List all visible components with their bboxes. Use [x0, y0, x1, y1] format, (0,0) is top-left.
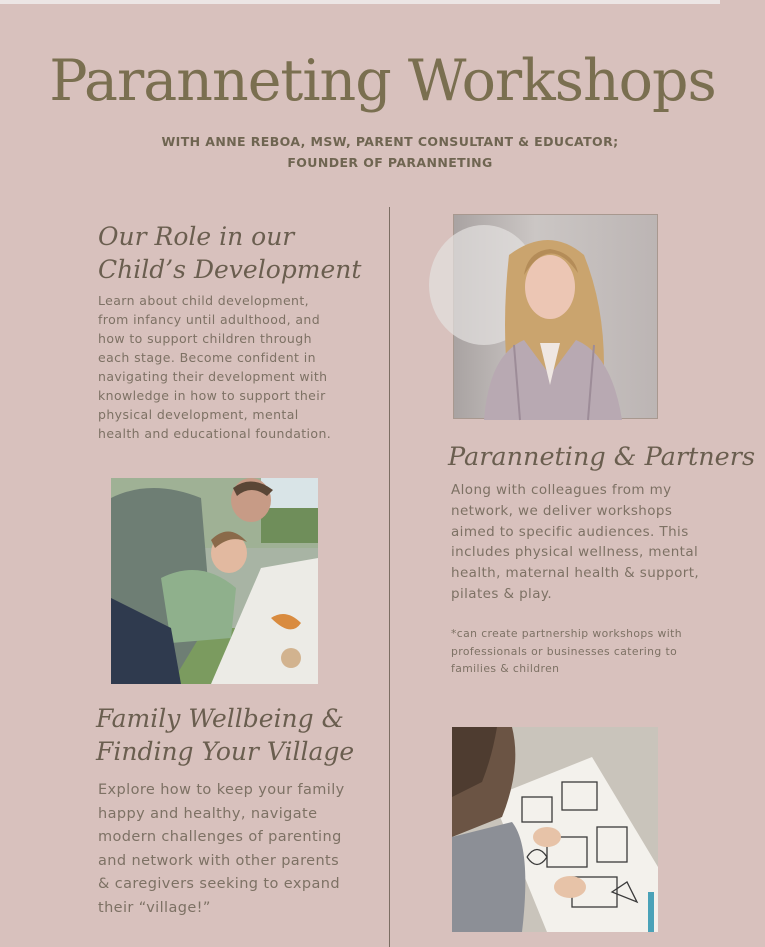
- wellbeing-body: Explore how to keep your family happy and healthy, navigate modern challenges of parenting and network with other parents & caregivers seeking to expand their “village!”: [98, 782, 345, 916]
- role-body: Learn about child development, from infancy until adulthood, and how to support children through each stage. Become confident in navigating their development with knowledge in how to support their physical development, mental health and educational foundation.: [98, 293, 332, 441]
- subtitle-line-2: FOUNDER OF PARANNETING: [287, 155, 493, 170]
- top-border: [0, 0, 720, 4]
- partners-body: Along with colleagues from my network, we deliver workshops aimed to specific audiences. This includes physical wellness, mental health, maternal health & support, pilates & play.: [451, 482, 700, 602]
- portrait-illustration: [454, 215, 659, 420]
- page-subtitle: [140, 131, 640, 173]
- wellbeing-heading: [96, 702, 354, 768]
- wellbeing-heading-line-2: Finding Your Village: [96, 737, 355, 766]
- role-heading-line-1: Our Role in our: [98, 222, 295, 251]
- portrait-photo: [453, 214, 658, 419]
- partners-note: *can create partnership workshops with professionals or businesses catering to families & children: [451, 627, 682, 675]
- column-divider: [389, 207, 390, 947]
- family-painting-illustration: [111, 478, 318, 684]
- partners-heading: Paranneting & Partners: [448, 442, 756, 472]
- child-coloring-photo: [452, 727, 658, 932]
- role-heading: [98, 220, 361, 286]
- wellbeing-heading-line-1: Family Wellbeing &: [96, 704, 344, 733]
- subtitle-line-1: WITH ANNE REBOA, MSW, PARENT CONSULTANT & EDUCATOR;: [161, 134, 619, 149]
- page-title: Paranneting Workshops: [49, 48, 716, 114]
- child-coloring-illustration: [452, 727, 658, 932]
- role-heading-line-2: Child’s Development: [98, 255, 362, 284]
- family-painting-photo: [111, 478, 318, 684]
